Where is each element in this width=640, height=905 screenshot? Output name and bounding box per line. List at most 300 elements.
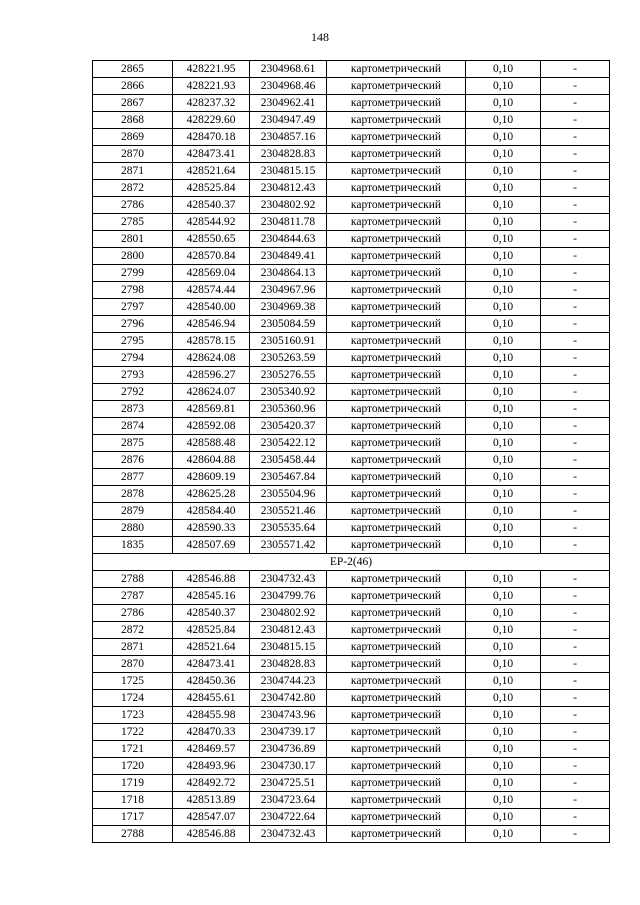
table-row — [93, 503, 610, 520]
method-cell: картометрический — [327, 656, 466, 673]
point-number-cell: 2869 — [93, 129, 173, 146]
table-row — [93, 180, 610, 197]
note-cell: - — [541, 775, 610, 792]
table-row — [93, 418, 610, 435]
table-row — [93, 197, 610, 214]
y-coordinate-cell: 2304725.51 — [250, 775, 327, 792]
x-coordinate-cell: 428546.94 — [173, 316, 250, 333]
method-cell: картометрический — [327, 214, 466, 231]
note-cell: - — [541, 673, 610, 690]
method-cell: картометрический — [327, 282, 466, 299]
note-cell: - — [541, 180, 610, 197]
accuracy-cell: 0,10 — [466, 316, 541, 333]
x-coordinate-cell: 428544.92 — [173, 214, 250, 231]
note-cell: - — [541, 129, 610, 146]
accuracy-cell: 0,10 — [466, 673, 541, 690]
section-header-row — [93, 554, 610, 571]
y-coordinate-cell: 2304815.15 — [250, 639, 327, 656]
x-coordinate-cell: 428513.89 — [173, 792, 250, 809]
accuracy-cell: 0,10 — [466, 826, 541, 843]
x-coordinate-cell: 428569.81 — [173, 401, 250, 418]
y-coordinate-cell: 2305276.55 — [250, 367, 327, 384]
y-coordinate-cell: 2304736.89 — [250, 741, 327, 758]
table-row — [93, 809, 610, 826]
point-number-cell: 1721 — [93, 741, 173, 758]
x-coordinate-cell: 428578.15 — [173, 333, 250, 350]
table-row — [93, 231, 610, 248]
x-coordinate-cell: 428624.08 — [173, 350, 250, 367]
section-title: ЕР-2(46) — [93, 554, 610, 571]
point-number-cell: 2865 — [93, 61, 173, 78]
table-row — [93, 537, 610, 554]
point-number-cell: 2793 — [93, 367, 173, 384]
y-coordinate-cell: 2305535.64 — [250, 520, 327, 537]
x-coordinate-cell: 428525.84 — [173, 622, 250, 639]
x-coordinate-cell: 428473.41 — [173, 146, 250, 163]
method-cell: картометрический — [327, 639, 466, 656]
method-cell: картометрический — [327, 95, 466, 112]
accuracy-cell: 0,10 — [466, 180, 541, 197]
table-row — [93, 384, 610, 401]
table-row — [93, 282, 610, 299]
accuracy-cell: 0,10 — [466, 197, 541, 214]
y-coordinate-cell: 2304732.43 — [250, 571, 327, 588]
y-coordinate-cell: 2304744.23 — [250, 673, 327, 690]
accuracy-cell: 0,10 — [466, 214, 541, 231]
accuracy-cell: 0,10 — [466, 520, 541, 537]
note-cell: - — [541, 503, 610, 520]
x-coordinate-cell: 428625.28 — [173, 486, 250, 503]
accuracy-cell: 0,10 — [466, 367, 541, 384]
table-row — [93, 639, 610, 656]
table-row — [93, 741, 610, 758]
point-number-cell: 2797 — [93, 299, 173, 316]
method-cell: картометрический — [327, 61, 466, 78]
note-cell: - — [541, 486, 610, 503]
accuracy-cell: 0,10 — [466, 112, 541, 129]
y-coordinate-cell: 2305360.96 — [250, 401, 327, 418]
method-cell: картометрический — [327, 826, 466, 843]
note-cell: - — [541, 299, 610, 316]
accuracy-cell: 0,10 — [466, 265, 541, 282]
x-coordinate-cell: 428493.96 — [173, 758, 250, 775]
table-row — [93, 758, 610, 775]
method-cell: картометрический — [327, 129, 466, 146]
point-number-cell: 2800 — [93, 248, 173, 265]
x-coordinate-cell: 428596.27 — [173, 367, 250, 384]
table-row — [93, 333, 610, 350]
x-coordinate-cell: 428545.16 — [173, 588, 250, 605]
method-cell: картометрический — [327, 452, 466, 469]
point-number-cell: 1724 — [93, 690, 173, 707]
method-cell: картометрический — [327, 503, 466, 520]
y-coordinate-cell: 2304739.17 — [250, 724, 327, 741]
y-coordinate-cell: 2304849.41 — [250, 248, 327, 265]
method-cell: картометрический — [327, 690, 466, 707]
y-coordinate-cell: 2304828.83 — [250, 146, 327, 163]
method-cell: картометрический — [327, 775, 466, 792]
point-number-cell: 2786 — [93, 197, 173, 214]
accuracy-cell: 0,10 — [466, 741, 541, 758]
note-cell: - — [541, 367, 610, 384]
x-coordinate-cell: 428473.41 — [173, 656, 250, 673]
method-cell: картометрический — [327, 248, 466, 265]
accuracy-cell: 0,10 — [466, 129, 541, 146]
point-number-cell: 2870 — [93, 656, 173, 673]
table-row — [93, 112, 610, 129]
point-number-cell: 2880 — [93, 520, 173, 537]
accuracy-cell: 0,10 — [466, 435, 541, 452]
x-coordinate-cell: 428540.37 — [173, 197, 250, 214]
point-number-cell: 2872 — [93, 180, 173, 197]
point-number-cell: 1725 — [93, 673, 173, 690]
method-cell: картометрический — [327, 758, 466, 775]
y-coordinate-cell: 2304742.80 — [250, 690, 327, 707]
note-cell: - — [541, 248, 610, 265]
accuracy-cell: 0,10 — [466, 350, 541, 367]
method-cell: картометрический — [327, 231, 466, 248]
note-cell: - — [541, 333, 610, 350]
x-coordinate-cell: 428624.07 — [173, 384, 250, 401]
accuracy-cell: 0,10 — [466, 809, 541, 826]
method-cell: картометрический — [327, 520, 466, 537]
y-coordinate-cell: 2305422.12 — [250, 435, 327, 452]
y-coordinate-cell: 2304743.96 — [250, 707, 327, 724]
table-row — [93, 622, 610, 639]
table-row — [93, 571, 610, 588]
x-coordinate-cell: 428469.57 — [173, 741, 250, 758]
note-cell: - — [541, 758, 610, 775]
method-cell: картометрический — [327, 537, 466, 554]
method-cell: картометрический — [327, 350, 466, 367]
page-number: 148 — [311, 30, 329, 44]
x-coordinate-cell: 428450.36 — [173, 673, 250, 690]
point-number-cell: 1722 — [93, 724, 173, 741]
method-cell: картометрический — [327, 588, 466, 605]
x-coordinate-cell: 428546.88 — [173, 826, 250, 843]
y-coordinate-cell: 2304968.46 — [250, 78, 327, 95]
accuracy-cell: 0,10 — [466, 146, 541, 163]
method-cell: картометрический — [327, 605, 466, 622]
y-coordinate-cell: 2305084.59 — [250, 316, 327, 333]
note-cell: - — [541, 707, 610, 724]
y-coordinate-cell: 2304857.16 — [250, 129, 327, 146]
method-cell: картометрический — [327, 367, 466, 384]
table-row — [93, 367, 610, 384]
accuracy-cell: 0,10 — [466, 656, 541, 673]
table-row — [93, 214, 610, 231]
note-cell: - — [541, 61, 610, 78]
method-cell: картометрический — [327, 299, 466, 316]
table-row — [93, 401, 610, 418]
point-number-cell: 2871 — [93, 163, 173, 180]
x-coordinate-cell: 428455.98 — [173, 707, 250, 724]
y-coordinate-cell: 2304802.92 — [250, 605, 327, 622]
point-number-cell: 2786 — [93, 605, 173, 622]
accuracy-cell: 0,10 — [466, 724, 541, 741]
note-cell: - — [541, 809, 610, 826]
x-coordinate-cell: 428507.69 — [173, 537, 250, 554]
note-cell: - — [541, 112, 610, 129]
x-coordinate-cell: 428540.37 — [173, 605, 250, 622]
point-number-cell: 2794 — [93, 350, 173, 367]
x-coordinate-cell: 428547.07 — [173, 809, 250, 826]
note-cell: - — [541, 826, 610, 843]
note-cell: - — [541, 588, 610, 605]
note-cell: - — [541, 690, 610, 707]
point-number-cell: 2868 — [93, 112, 173, 129]
x-coordinate-cell: 428455.61 — [173, 690, 250, 707]
x-coordinate-cell: 428221.93 — [173, 78, 250, 95]
note-cell: - — [541, 639, 610, 656]
x-coordinate-cell: 428540.00 — [173, 299, 250, 316]
accuracy-cell: 0,10 — [466, 571, 541, 588]
method-cell: картометрический — [327, 486, 466, 503]
x-coordinate-cell: 428609.19 — [173, 469, 250, 486]
note-cell: - — [541, 231, 610, 248]
accuracy-cell: 0,10 — [466, 588, 541, 605]
method-cell: картометрический — [327, 146, 466, 163]
x-coordinate-cell: 428470.33 — [173, 724, 250, 741]
table-row — [93, 163, 610, 180]
y-coordinate-cell: 2304812.43 — [250, 180, 327, 197]
accuracy-cell: 0,10 — [466, 401, 541, 418]
accuracy-cell: 0,10 — [466, 792, 541, 809]
note-cell: - — [541, 571, 610, 588]
coordinates-table — [92, 60, 610, 843]
table-row — [93, 265, 610, 282]
y-coordinate-cell: 2304962.41 — [250, 95, 327, 112]
table-row — [93, 95, 610, 112]
note-cell: - — [541, 622, 610, 639]
x-coordinate-cell: 428229.60 — [173, 112, 250, 129]
table-row — [93, 826, 610, 843]
note-cell: - — [541, 537, 610, 554]
note-cell: - — [541, 78, 610, 95]
x-coordinate-cell: 428588.48 — [173, 435, 250, 452]
point-number-cell: 2866 — [93, 78, 173, 95]
accuracy-cell: 0,10 — [466, 78, 541, 95]
table-row — [93, 452, 610, 469]
accuracy-cell: 0,10 — [466, 775, 541, 792]
note-cell: - — [541, 741, 610, 758]
x-coordinate-cell: 428492.72 — [173, 775, 250, 792]
point-number-cell: 1720 — [93, 758, 173, 775]
x-coordinate-cell: 428470.18 — [173, 129, 250, 146]
note-cell: - — [541, 95, 610, 112]
table-row — [93, 673, 610, 690]
point-number-cell: 2785 — [93, 214, 173, 231]
table-row — [93, 520, 610, 537]
accuracy-cell: 0,10 — [466, 503, 541, 520]
table-row — [93, 656, 610, 673]
method-cell: картометрический — [327, 571, 466, 588]
note-cell: - — [541, 214, 610, 231]
accuracy-cell: 0,10 — [466, 95, 541, 112]
point-number-cell: 2795 — [93, 333, 173, 350]
y-coordinate-cell: 2305340.92 — [250, 384, 327, 401]
note-cell: - — [541, 792, 610, 809]
y-coordinate-cell: 2305521.46 — [250, 503, 327, 520]
point-number-cell: 2874 — [93, 418, 173, 435]
note-cell: - — [541, 316, 610, 333]
table-row — [93, 350, 610, 367]
point-number-cell: 2872 — [93, 622, 173, 639]
y-coordinate-cell: 2304828.83 — [250, 656, 327, 673]
method-cell: картометрический — [327, 401, 466, 418]
point-number-cell: 2787 — [93, 588, 173, 605]
table-row — [93, 469, 610, 486]
point-number-cell: 2801 — [93, 231, 173, 248]
table-row — [93, 588, 610, 605]
point-number-cell: 2799 — [93, 265, 173, 282]
y-coordinate-cell: 2304799.76 — [250, 588, 327, 605]
accuracy-cell: 0,10 — [466, 61, 541, 78]
method-cell: картометрический — [327, 809, 466, 826]
method-cell: картометрический — [327, 418, 466, 435]
y-coordinate-cell: 2304947.49 — [250, 112, 327, 129]
y-coordinate-cell: 2305467.84 — [250, 469, 327, 486]
x-coordinate-cell: 428574.44 — [173, 282, 250, 299]
accuracy-cell: 0,10 — [466, 707, 541, 724]
point-number-cell: 2879 — [93, 503, 173, 520]
method-cell: картометрический — [327, 333, 466, 350]
y-coordinate-cell: 2304730.17 — [250, 758, 327, 775]
x-coordinate-cell: 428546.88 — [173, 571, 250, 588]
x-coordinate-cell: 428569.04 — [173, 265, 250, 282]
x-coordinate-cell: 428570.84 — [173, 248, 250, 265]
accuracy-cell: 0,10 — [466, 418, 541, 435]
x-coordinate-cell: 428592.08 — [173, 418, 250, 435]
x-coordinate-cell: 428221.95 — [173, 61, 250, 78]
point-number-cell: 2873 — [93, 401, 173, 418]
point-number-cell: 2877 — [93, 469, 173, 486]
method-cell: картометрический — [327, 741, 466, 758]
method-cell: картометрический — [327, 180, 466, 197]
table-row — [93, 146, 610, 163]
y-coordinate-cell: 2304723.64 — [250, 792, 327, 809]
accuracy-cell: 0,10 — [466, 282, 541, 299]
y-coordinate-cell: 2305504.96 — [250, 486, 327, 503]
method-cell: картометрический — [327, 384, 466, 401]
method-cell: картометрический — [327, 435, 466, 452]
x-coordinate-cell: 428525.84 — [173, 180, 250, 197]
x-coordinate-cell: 428604.88 — [173, 452, 250, 469]
point-number-cell: 2792 — [93, 384, 173, 401]
note-cell: - — [541, 401, 610, 418]
accuracy-cell: 0,10 — [466, 384, 541, 401]
point-number-cell: 2867 — [93, 95, 173, 112]
note-cell: - — [541, 265, 610, 282]
accuracy-cell: 0,10 — [466, 299, 541, 316]
accuracy-cell: 0,10 — [466, 452, 541, 469]
note-cell: - — [541, 656, 610, 673]
table-row — [93, 724, 610, 741]
y-coordinate-cell: 2305420.37 — [250, 418, 327, 435]
y-coordinate-cell: 2305458.44 — [250, 452, 327, 469]
method-cell: картометрический — [327, 622, 466, 639]
note-cell: - — [541, 520, 610, 537]
point-number-cell: 2875 — [93, 435, 173, 452]
table-row — [93, 129, 610, 146]
y-coordinate-cell: 2305263.59 — [250, 350, 327, 367]
accuracy-cell: 0,10 — [466, 639, 541, 656]
point-number-cell: 2870 — [93, 146, 173, 163]
table-row — [93, 78, 610, 95]
point-number-cell: 1717 — [93, 809, 173, 826]
point-number-cell: 1718 — [93, 792, 173, 809]
point-number-cell: 2871 — [93, 639, 173, 656]
method-cell: картометрический — [327, 673, 466, 690]
y-coordinate-cell: 2305160.91 — [250, 333, 327, 350]
table-row — [93, 707, 610, 724]
accuracy-cell: 0,10 — [466, 231, 541, 248]
method-cell: картометрический — [327, 265, 466, 282]
table-row — [93, 792, 610, 809]
x-coordinate-cell: 428521.64 — [173, 163, 250, 180]
table-row — [93, 248, 610, 265]
point-number-cell: 1723 — [93, 707, 173, 724]
x-coordinate-cell: 428237.32 — [173, 95, 250, 112]
note-cell: - — [541, 384, 610, 401]
point-number-cell: 1719 — [93, 775, 173, 792]
x-coordinate-cell: 428590.33 — [173, 520, 250, 537]
note-cell: - — [541, 418, 610, 435]
table-row — [93, 605, 610, 622]
note-cell: - — [541, 163, 610, 180]
point-number-cell: 2876 — [93, 452, 173, 469]
accuracy-cell: 0,10 — [466, 248, 541, 265]
y-coordinate-cell: 2304815.15 — [250, 163, 327, 180]
table-row — [93, 61, 610, 78]
y-coordinate-cell: 2305571.42 — [250, 537, 327, 554]
accuracy-cell: 0,10 — [466, 605, 541, 622]
accuracy-cell: 0,10 — [466, 622, 541, 639]
y-coordinate-cell: 2304844.63 — [250, 231, 327, 248]
note-cell: - — [541, 469, 610, 486]
y-coordinate-cell: 2304732.43 — [250, 826, 327, 843]
method-cell: картометрический — [327, 469, 466, 486]
point-number-cell: 1835 — [93, 537, 173, 554]
y-coordinate-cell: 2304968.61 — [250, 61, 327, 78]
note-cell: - — [541, 282, 610, 299]
accuracy-cell: 0,10 — [466, 486, 541, 503]
point-number-cell: 2788 — [93, 571, 173, 588]
y-coordinate-cell: 2304812.43 — [250, 622, 327, 639]
accuracy-cell: 0,10 — [466, 690, 541, 707]
method-cell: картометрический — [327, 197, 466, 214]
point-number-cell: 2878 — [93, 486, 173, 503]
method-cell: картометрический — [327, 78, 466, 95]
table-row — [93, 486, 610, 503]
x-coordinate-cell: 428550.65 — [173, 231, 250, 248]
point-number-cell: 2796 — [93, 316, 173, 333]
accuracy-cell: 0,10 — [466, 333, 541, 350]
x-coordinate-cell: 428584.40 — [173, 503, 250, 520]
method-cell: картометрический — [327, 163, 466, 180]
y-coordinate-cell: 2304967.96 — [250, 282, 327, 299]
method-cell: картометрический — [327, 316, 466, 333]
table-row — [93, 299, 610, 316]
note-cell: - — [541, 724, 610, 741]
note-cell: - — [541, 197, 610, 214]
point-number-cell: 2798 — [93, 282, 173, 299]
y-coordinate-cell: 2304811.78 — [250, 214, 327, 231]
y-coordinate-cell: 2304722.64 — [250, 809, 327, 826]
y-coordinate-cell: 2304864.13 — [250, 265, 327, 282]
y-coordinate-cell: 2304969.38 — [250, 299, 327, 316]
method-cell: картометрический — [327, 707, 466, 724]
